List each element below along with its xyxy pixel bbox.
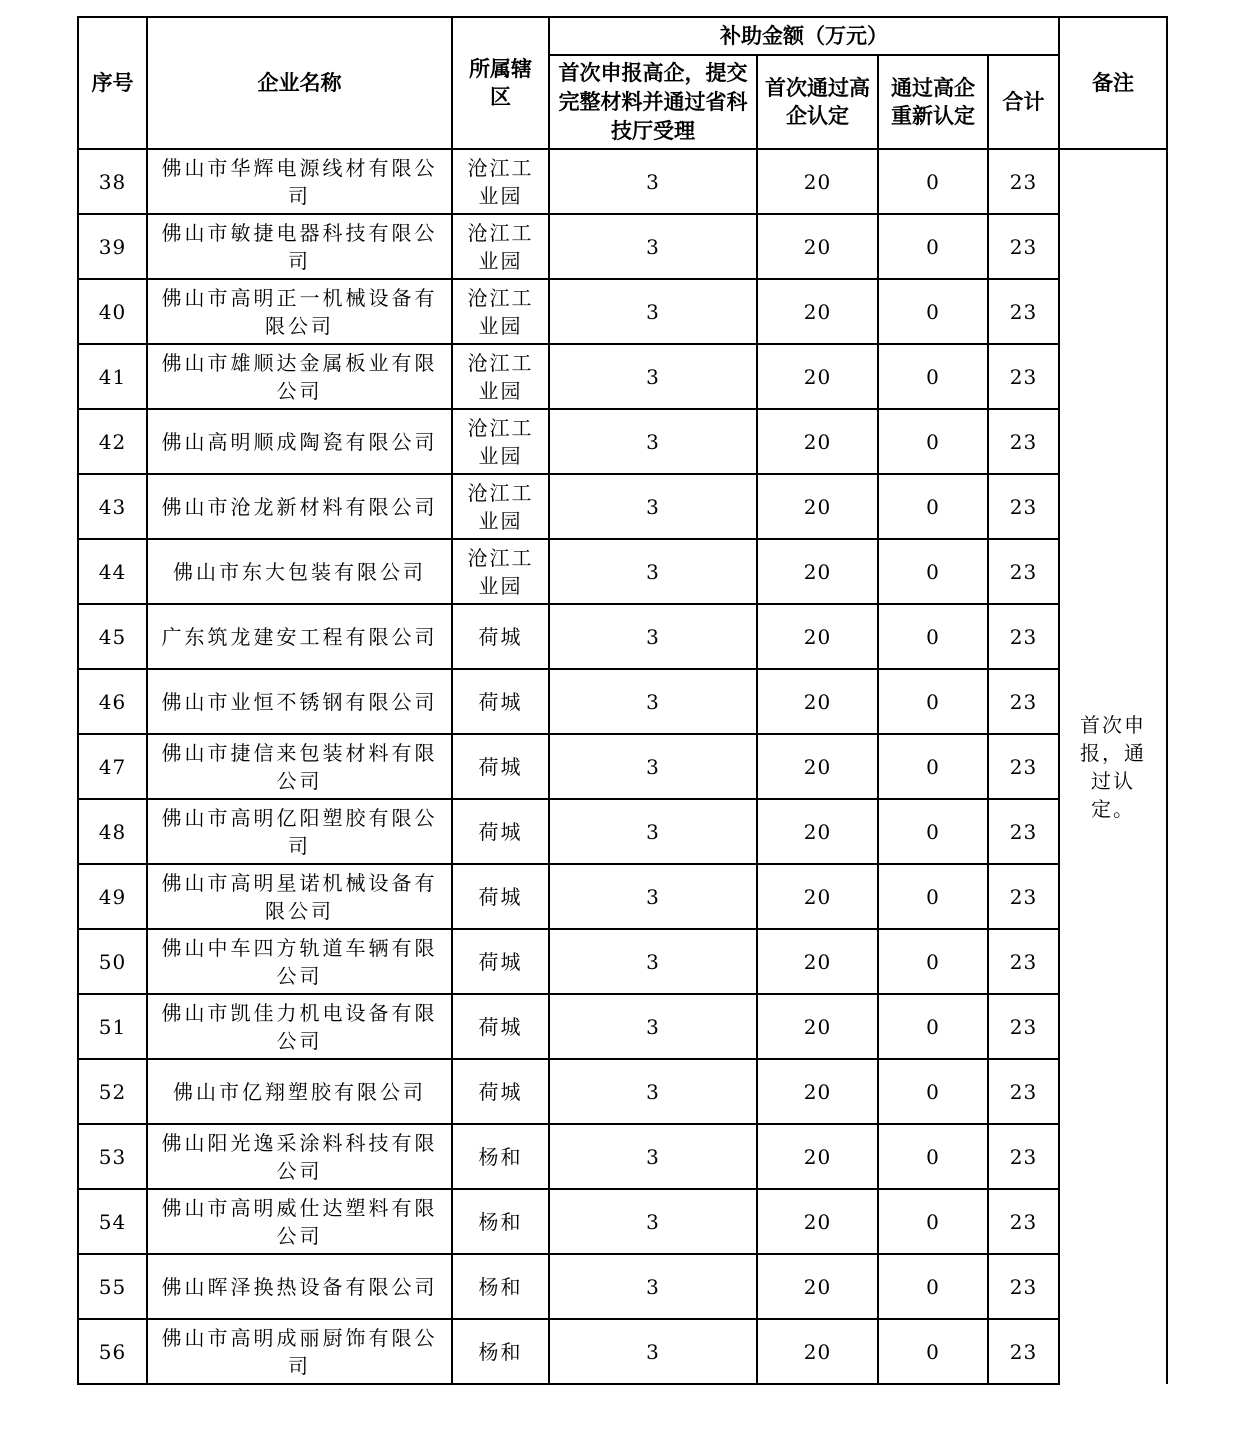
- row-seq: 53: [78, 1124, 147, 1189]
- row-first-pass: 20: [757, 344, 878, 409]
- row-first-apply: 3: [549, 279, 757, 344]
- row-first-apply: 3: [549, 539, 757, 604]
- row-renew: 0: [878, 474, 988, 539]
- table-row: [78, 1059, 1167, 1124]
- row-total: 23: [988, 929, 1059, 994]
- row-seq: 44: [78, 539, 147, 604]
- row-district: 荷城: [452, 1059, 549, 1124]
- row-first-pass: 20: [757, 734, 878, 799]
- row-first-apply: 3: [549, 344, 757, 409]
- row-seq: 47: [78, 734, 147, 799]
- row-seq: 52: [78, 1059, 147, 1124]
- row-total: 23: [988, 409, 1059, 474]
- remark-cell: [1059, 149, 1167, 1384]
- row-first-apply: 3: [549, 1189, 757, 1254]
- table-row: [78, 1319, 1167, 1384]
- row-company: 佛山市高明成丽厨饰有限公司: [147, 1319, 452, 1384]
- row-company: 佛山市敏捷电器科技有限公司: [147, 214, 452, 279]
- table-row: [78, 734, 1167, 799]
- row-first-pass: 20: [757, 279, 878, 344]
- table-row: [78, 279, 1167, 344]
- row-total: 23: [988, 734, 1059, 799]
- row-seq: 41: [78, 344, 147, 409]
- row-first-apply: 3: [549, 1319, 757, 1384]
- row-district: 沧江工业园: [452, 474, 549, 539]
- row-first-apply: 3: [549, 799, 757, 864]
- row-district: 杨和: [452, 1254, 549, 1319]
- row-seq: 46: [78, 669, 147, 734]
- row-company: 佛山市华辉电源线材有限公司: [147, 149, 452, 214]
- row-district: 沧江工业园: [452, 279, 549, 344]
- header-first-apply: 首次申报高企，提交完整材料并通过省科技厅受理: [549, 55, 757, 149]
- row-seq: 48: [78, 799, 147, 864]
- header-total: 合计: [988, 55, 1059, 149]
- row-renew: 0: [878, 539, 988, 604]
- header-district: 所属辖区: [452, 17, 549, 149]
- row-company: 佛山市沧龙新材料有限公司: [147, 474, 452, 539]
- row-first-apply: 3: [549, 474, 757, 539]
- table-row: [78, 474, 1167, 539]
- row-first-pass: 20: [757, 864, 878, 929]
- remark-text: 首次申报，通过认定。: [1080, 713, 1146, 821]
- row-first-apply: 3: [549, 409, 757, 474]
- row-renew: 0: [878, 734, 988, 799]
- row-seq: 38: [78, 149, 147, 214]
- table-row: [78, 994, 1167, 1059]
- row-renew: 0: [878, 929, 988, 994]
- row-first-apply: 3: [549, 669, 757, 734]
- row-seq: 54: [78, 1189, 147, 1254]
- row-total: 23: [988, 864, 1059, 929]
- table-row: [78, 539, 1167, 604]
- row-total: 23: [988, 474, 1059, 539]
- row-seq: 43: [78, 474, 147, 539]
- row-first-pass: 20: [757, 474, 878, 539]
- row-first-pass: 20: [757, 604, 878, 669]
- row-first-apply: 3: [549, 929, 757, 994]
- row-renew: 0: [878, 1059, 988, 1124]
- row-company: 佛山市高明星诺机械设备有限公司: [147, 864, 452, 929]
- header-remark: 备注: [1059, 17, 1167, 149]
- header-first-pass: 首次通过高企认定: [757, 55, 878, 149]
- table-body: [78, 149, 1167, 1384]
- row-seq: 56: [78, 1319, 147, 1384]
- row-seq: 40: [78, 279, 147, 344]
- row-first-pass: 20: [757, 1254, 878, 1319]
- row-renew: 0: [878, 1124, 988, 1189]
- row-company: 佛山晖泽换热设备有限公司: [147, 1254, 452, 1319]
- row-first-apply: 3: [549, 1254, 757, 1319]
- row-seq: 45: [78, 604, 147, 669]
- row-seq: 50: [78, 929, 147, 994]
- row-first-apply: 3: [549, 864, 757, 929]
- row-first-apply: 3: [549, 734, 757, 799]
- row-first-apply: 3: [549, 149, 757, 214]
- header-seq: 序号: [78, 17, 147, 149]
- row-renew: 0: [878, 1254, 988, 1319]
- row-first-pass: 20: [757, 1124, 878, 1189]
- row-district: 杨和: [452, 1189, 549, 1254]
- row-district: 沧江工业园: [452, 409, 549, 474]
- row-renew: 0: [878, 214, 988, 279]
- table-row: [78, 929, 1167, 994]
- row-first-apply: 3: [549, 1059, 757, 1124]
- row-renew: 0: [878, 669, 988, 734]
- row-district: 杨和: [452, 1319, 549, 1384]
- row-district: 荷城: [452, 669, 549, 734]
- header-subsidy-group: 补助金额（万元）: [549, 17, 1059, 55]
- row-renew: 0: [878, 1319, 988, 1384]
- row-renew: 0: [878, 279, 988, 344]
- row-renew: 0: [878, 344, 988, 409]
- row-total: 23: [988, 1059, 1059, 1124]
- header-company: 企业名称: [147, 17, 452, 149]
- row-company: 佛山市亿翔塑胶有限公司: [147, 1059, 452, 1124]
- row-company: 佛山市业恒不锈钢有限公司: [147, 669, 452, 734]
- row-company: 佛山市高明亿阳塑胶有限公司: [147, 799, 452, 864]
- row-first-pass: 20: [757, 1059, 878, 1124]
- row-renew: 0: [878, 799, 988, 864]
- row-renew: 0: [878, 604, 988, 669]
- row-seq: 42: [78, 409, 147, 474]
- row-company: 广东筑龙建安工程有限公司: [147, 604, 452, 669]
- row-renew: 0: [878, 994, 988, 1059]
- row-renew: 0: [878, 149, 988, 214]
- row-renew: 0: [878, 864, 988, 929]
- row-first-apply: 3: [549, 214, 757, 279]
- row-company: 佛山市东大包装有限公司: [147, 539, 452, 604]
- row-total: 23: [988, 1254, 1059, 1319]
- table-row: [78, 149, 1167, 214]
- row-district: 沧江工业园: [452, 539, 549, 604]
- row-renew: 0: [878, 409, 988, 474]
- table-row: [78, 1124, 1167, 1189]
- row-company: 佛山市高明威仕达塑料有限公司: [147, 1189, 452, 1254]
- table-row: [78, 409, 1167, 474]
- row-total: 23: [988, 1124, 1059, 1189]
- table-row: [78, 214, 1167, 279]
- row-seq: 51: [78, 994, 147, 1059]
- row-district: 荷城: [452, 929, 549, 994]
- table-row: [78, 799, 1167, 864]
- row-district: 沧江工业园: [452, 344, 549, 409]
- row-district: 荷城: [452, 994, 549, 1059]
- table-header: [78, 17, 1167, 149]
- row-first-pass: 20: [757, 539, 878, 604]
- row-total: 23: [988, 604, 1059, 669]
- row-district: 沧江工业园: [452, 214, 549, 279]
- table-row: [78, 1189, 1167, 1254]
- table-row: [78, 1254, 1167, 1319]
- table-row: [78, 669, 1167, 734]
- row-first-apply: 3: [549, 994, 757, 1059]
- row-total: 23: [988, 214, 1059, 279]
- row-company: 佛山高明顺成陶瓷有限公司: [147, 409, 452, 474]
- row-total: 23: [988, 669, 1059, 734]
- row-first-pass: 20: [757, 994, 878, 1059]
- subsidy-table: [77, 16, 1168, 1385]
- row-first-pass: 20: [757, 929, 878, 994]
- row-company: 佛山中车四方轨道车辆有限公司: [147, 929, 452, 994]
- row-company: 佛山市高明正一机械设备有限公司: [147, 279, 452, 344]
- row-total: 23: [988, 1319, 1059, 1384]
- row-first-pass: 20: [757, 669, 878, 734]
- row-first-pass: 20: [757, 1319, 878, 1384]
- row-district: 荷城: [452, 799, 549, 864]
- row-seq: 49: [78, 864, 147, 929]
- row-company: 佛山市捷信来包装材料有限公司: [147, 734, 452, 799]
- row-total: 23: [988, 994, 1059, 1059]
- row-district: 杨和: [452, 1124, 549, 1189]
- row-first-pass: 20: [757, 149, 878, 214]
- row-first-apply: 3: [549, 1124, 757, 1189]
- row-company: 佛山阳光逸采涂料科技有限公司: [147, 1124, 452, 1189]
- row-district: 荷城: [452, 734, 549, 799]
- row-first-pass: 20: [757, 799, 878, 864]
- row-total: 23: [988, 799, 1059, 864]
- row-first-pass: 20: [757, 1189, 878, 1254]
- row-total: 23: [988, 149, 1059, 214]
- row-company: 佛山市凯佳力机电设备有限公司: [147, 994, 452, 1059]
- row-renew: 0: [878, 1189, 988, 1254]
- row-district: 荷城: [452, 864, 549, 929]
- header-renew: 通过高企重新认定: [878, 55, 988, 149]
- row-total: 23: [988, 279, 1059, 344]
- row-company: 佛山市雄顺达金属板业有限公司: [147, 344, 452, 409]
- row-district: 荷城: [452, 604, 549, 669]
- table-row: [78, 604, 1167, 669]
- row-seq: 55: [78, 1254, 147, 1319]
- row-seq: 39: [78, 214, 147, 279]
- table-row: [78, 864, 1167, 929]
- row-first-pass: 20: [757, 409, 878, 474]
- row-total: 23: [988, 539, 1059, 604]
- row-total: 23: [988, 344, 1059, 409]
- row-total: 23: [988, 1189, 1059, 1254]
- row-district: 沧江工业园: [452, 149, 549, 214]
- table-row: [78, 344, 1167, 409]
- row-first-apply: 3: [549, 604, 757, 669]
- row-first-pass: 20: [757, 214, 878, 279]
